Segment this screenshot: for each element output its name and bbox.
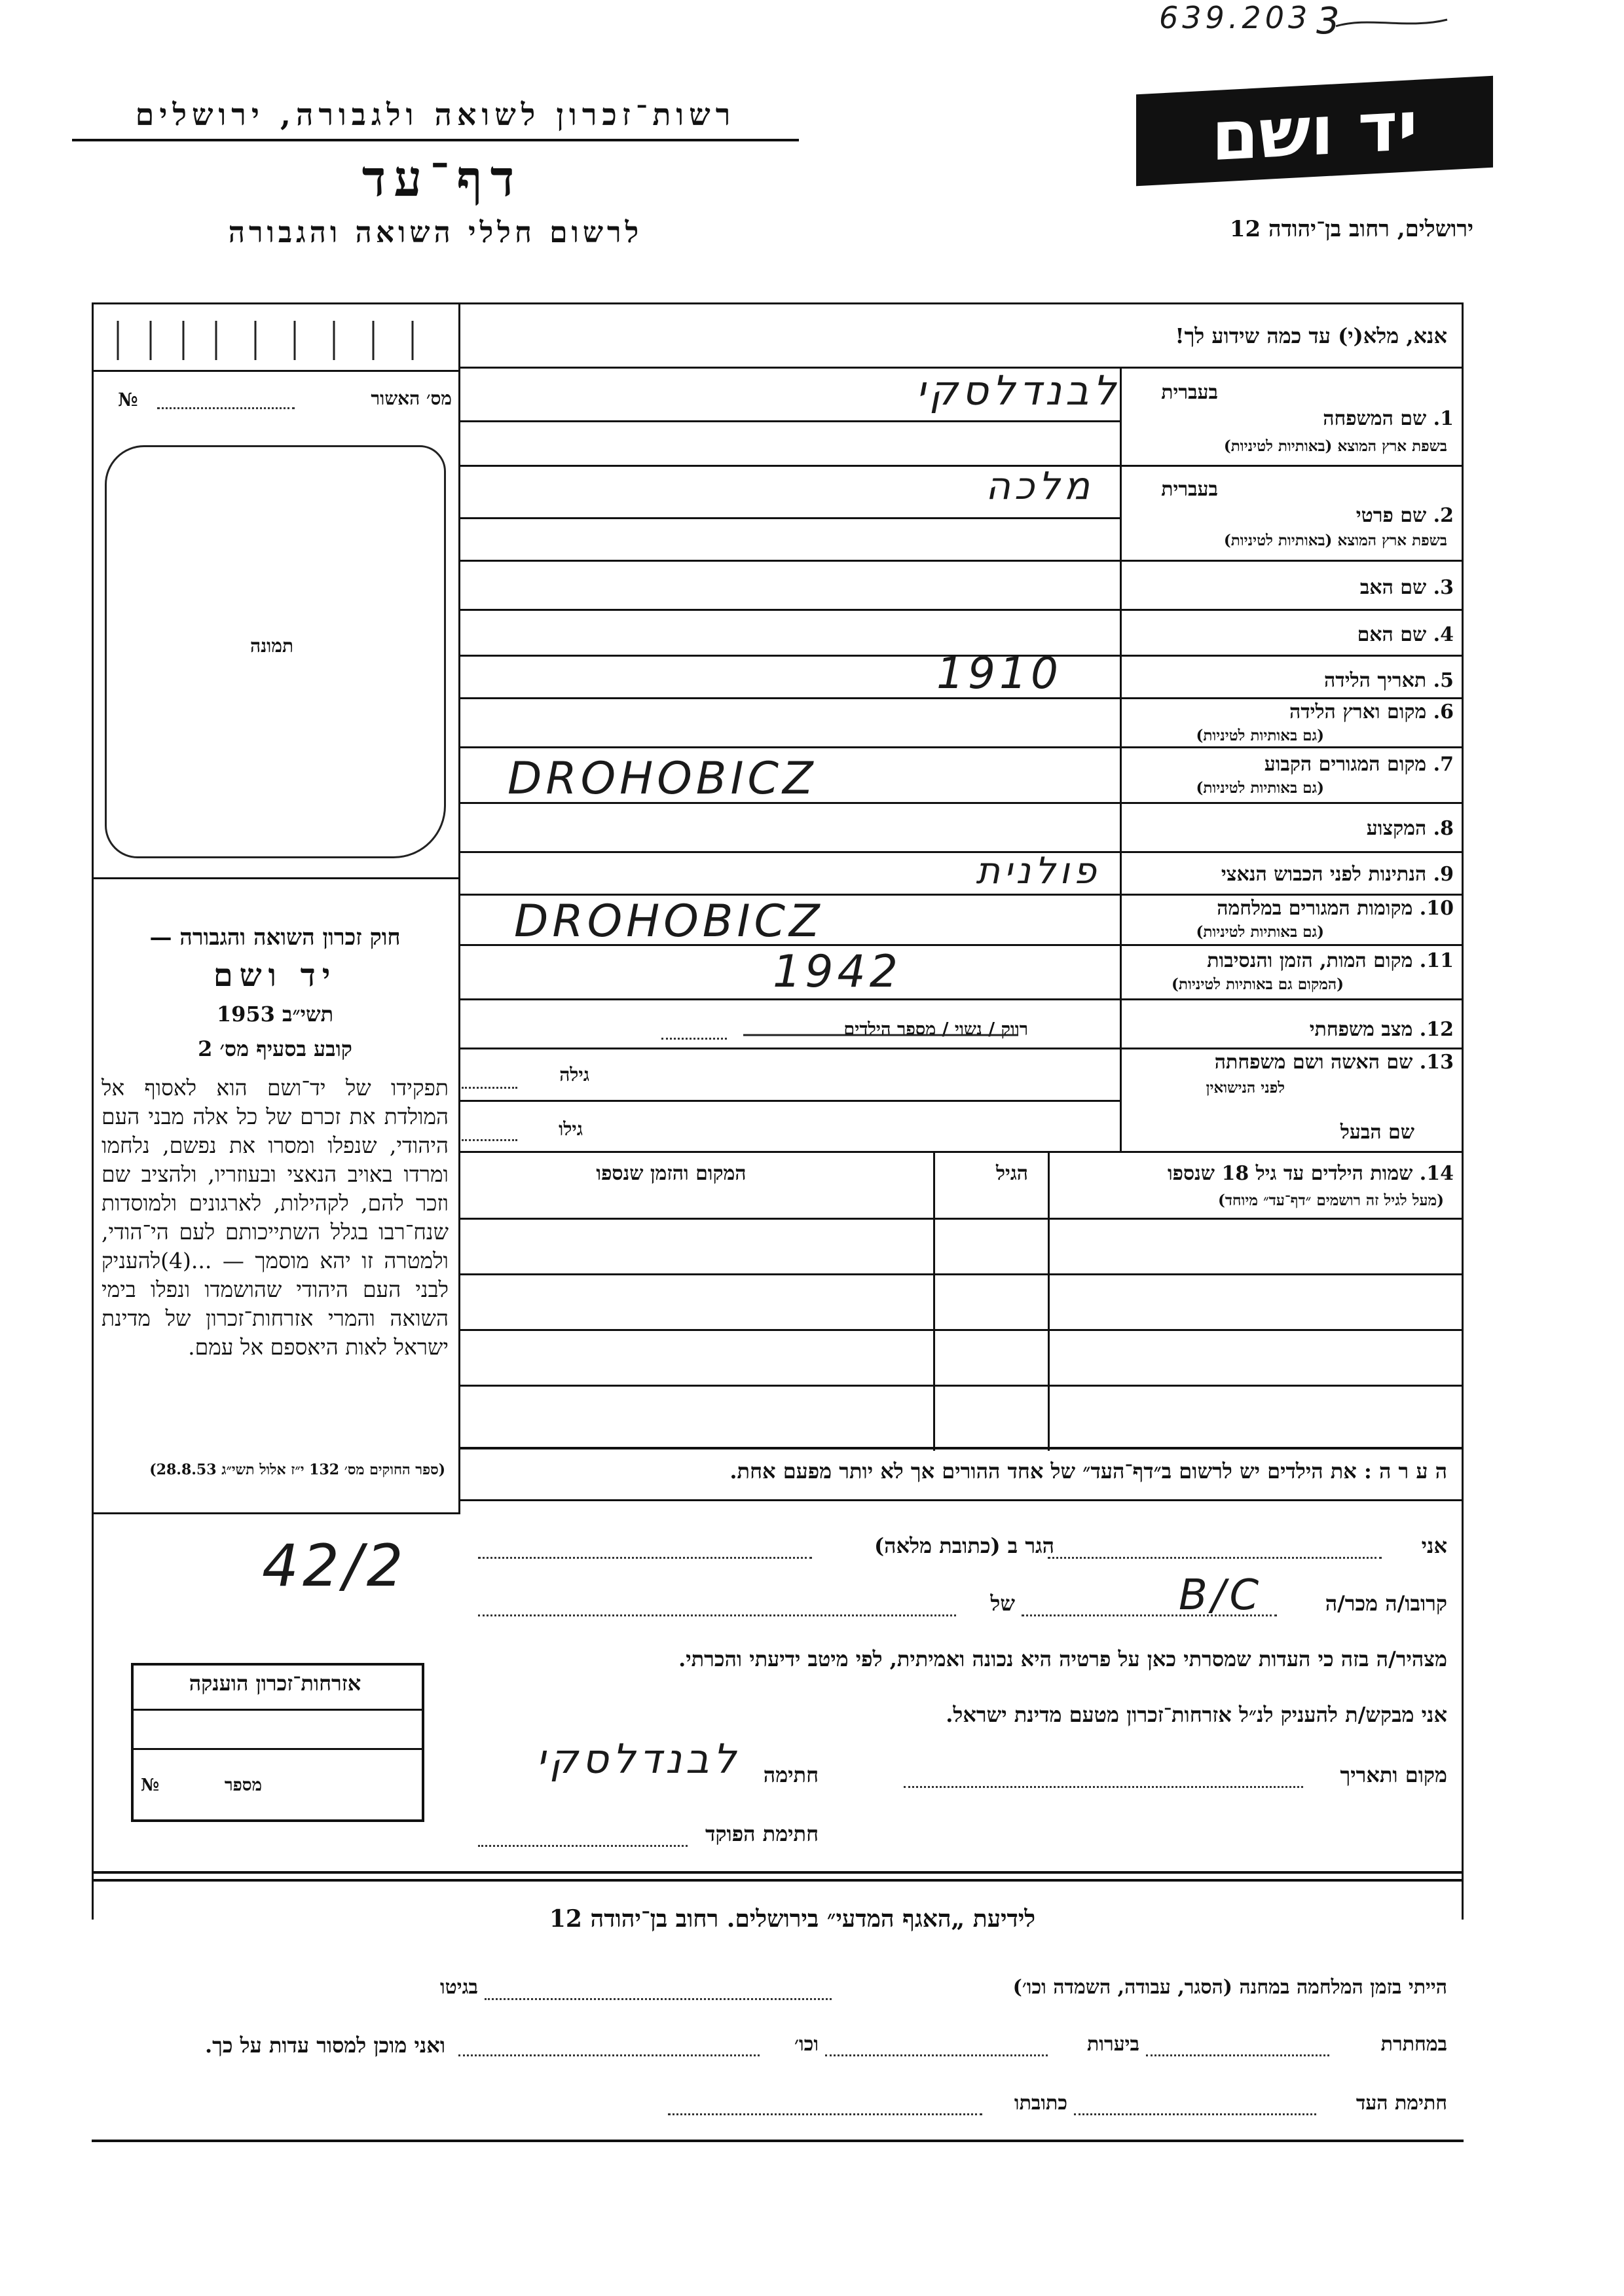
sidebar-divider [458, 302, 460, 1514]
f9-value[interactable]: פולנית [976, 850, 1100, 892]
decl-residing: הגר ב (כתובת מלאה) [874, 1533, 1054, 1558]
f1-label: 1. שם המשפחה [1323, 407, 1454, 430]
decl-relative: קרובו/ה מכר/ה [1325, 1591, 1447, 1616]
f2-label-text: שם פרטי [1356, 504, 1427, 527]
f2-line-a [458, 517, 1121, 519]
f7-sub: (גם באותיות לטיניות) [1196, 779, 1324, 797]
bottom-line3b-dots [668, 2113, 982, 2115]
strike-mark [1329, 0, 1460, 46]
f12-line [458, 1048, 1464, 1049]
husband-age: גילו [559, 1118, 583, 1140]
decl-of: של [990, 1591, 1015, 1616]
f1-label-text: שם המשפחה [1323, 407, 1427, 430]
bottom-line1b: בגיטו [439, 1976, 478, 1999]
bottom-line3a: חתימת העד [1356, 2092, 1447, 2115]
f7-label: 7. מקום המגורים הקבוע [1264, 753, 1454, 776]
bottom-line2b-dots [825, 2054, 1048, 2056]
address: ירושלים, רחוב בן־יהודה 12 [1229, 216, 1473, 242]
bottom-line1-dots [485, 1998, 832, 2000]
law-year: תשי״ב 1953 [216, 1002, 334, 1027]
logo-text: יד ושם [1211, 85, 1418, 177]
margin-note: 42/2 [262, 1532, 407, 1599]
f6-line [458, 746, 1464, 748]
f9-label-text: הנתינות לפני הכבוש הנאצי [1221, 863, 1427, 886]
f7-label-text: מקום המגורים הקבוע [1264, 753, 1427, 776]
yad-vashem-logo [1136, 76, 1493, 187]
approval-label: מס׳ האשור [371, 388, 452, 409]
instruction: אנא, מלא(י) עד כמה שידוע לך! [1175, 323, 1447, 348]
f10-label-text: מקומות המגורים במלחמה [1217, 897, 1413, 920]
bottom-line3a-dots [1074, 2113, 1316, 2115]
frame-top [92, 302, 1464, 304]
f12-label-text: מצב משפחתי [1309, 1018, 1413, 1041]
f11-label-text: מקום המות, הזמן והנסיבות [1207, 949, 1413, 972]
relative-value[interactable]: B/C [1179, 1571, 1263, 1620]
bottom-line2a-dots [1146, 2054, 1329, 2056]
children-row-2 [458, 1329, 1464, 1331]
f11-line [458, 998, 1464, 1000]
f10-value[interactable]: DROHOBICZ [514, 896, 824, 947]
decl-of-dots [478, 1614, 956, 1616]
husband-line [458, 1151, 1464, 1153]
bottom-line2d: ואני מוכן למסור עדות על כך. [204, 2033, 445, 2058]
f13-age: גילה [559, 1064, 589, 1085]
f1-value[interactable]: לבנדלסקי [915, 367, 1120, 414]
citizenship-num-mark: № [141, 1776, 160, 1795]
f2-sub: בשפת ארץ המוצא (באותיות לטיניות) [1223, 532, 1447, 549]
form-title: דף־עד [361, 149, 523, 208]
f12-dots [661, 1038, 727, 1040]
citizenship-title: אזרחות־זכרון הוענקה [189, 1671, 361, 1696]
f3-label-text: שם האב [1359, 576, 1427, 599]
children-row-4 [458, 1447, 1464, 1449]
signature-value[interactable]: לבנדלסקי [536, 1735, 740, 1783]
f9-label: 9. הנתינות לפני הכבוש הנאצי [1221, 863, 1454, 886]
bottom-line3b: כתובתו [1014, 2092, 1067, 2115]
f2-line-b [458, 560, 1464, 562]
f1-sub: בשפת ארץ המוצא (באותיות לטיניות) [1223, 437, 1447, 455]
f14-sub: (מעל לגיל זה רושמים ״דף־עד״ מיוחד) [1217, 1192, 1444, 1209]
bottom-line2b: ביערות [1086, 2033, 1139, 2056]
citizenship-rule-2 [131, 1748, 422, 1750]
photo-label: תמונה [249, 635, 294, 657]
children-header-rule [458, 1218, 1464, 1220]
f1-line-a [458, 420, 1121, 422]
frame-left [92, 302, 94, 1920]
bottom-line2a: במחתרת [1380, 2033, 1447, 2056]
f2-label: 2. שם פרטי [1356, 504, 1454, 527]
decl-place-date-dots [904, 1786, 1303, 1788]
husband-age-dots [462, 1139, 517, 1141]
authority-underline [72, 139, 799, 141]
field-divider [1120, 367, 1122, 1152]
sidebar-bottom [92, 1512, 460, 1514]
col-age: הגיל [995, 1162, 1028, 1185]
f8-label: 8. המקצוע [1366, 817, 1454, 840]
f13-age-dots [462, 1087, 517, 1089]
f11-sub: (המקום גם באותיות לטיניות) [1172, 975, 1344, 993]
form-subtitle: לרשום חללי השואה והגבורה [228, 216, 643, 249]
f12-label: 12. מצב משפחתי [1309, 1018, 1454, 1041]
archive-mark: 639.203 [1159, 0, 1312, 35]
children-row-1 [458, 1273, 1464, 1275]
f4-label: 4. שם האם [1357, 623, 1454, 646]
frame-bottom [92, 2140, 1464, 2142]
f10-label: 10. מקומות המגורים במלחמה [1217, 897, 1454, 920]
f13-label-text: שם האשה ושם משפחתה [1214, 1051, 1413, 1074]
note-rule [458, 1499, 1464, 1501]
children-col-1 [1048, 1151, 1050, 1451]
official-signature: חתימת הפוקד [705, 1821, 819, 1846]
f6-label-text: מקום וארץ הלידה [1289, 701, 1427, 723]
bottom-line1a: הייתי בזמן המלחמה במחנה (הסגר, עבודה, השמדה וכו׳) [1012, 1976, 1447, 1999]
f2-in-hebrew: בעברית [1161, 478, 1218, 501]
bottom-line2c-dots [458, 2054, 760, 2056]
bottom-separator-2 [92, 1879, 1464, 1882]
decl-request: אני מבקש/ת להעניק לנ״ל אזרחות־זכרון מטעם מדינת ישראל. [946, 1702, 1447, 1727]
sidebar-top-rule [92, 370, 460, 372]
authority-name: רשות־זכרון לשואה ולגבורה, ירושלים [135, 97, 736, 132]
f6-sub: (גם באותיות לטיניות) [1196, 727, 1324, 744]
f13-label: 13. שם האשה ושם משפחתה [1214, 1051, 1454, 1074]
col-place: המקום והזמן שנספו [596, 1162, 747, 1185]
approval-no-label: № [118, 389, 138, 410]
law-title: חוק זכרון השואה והגבורה — [149, 924, 401, 951]
f5-label: 5. תאריך הלידה [1324, 669, 1454, 692]
f1-in-hebrew: בעברית [1161, 381, 1218, 404]
f14-label: 14. שמות הילדים עד גיל 18 שנספו [1167, 1162, 1454, 1185]
bottom-title: לידיעת „האגף המדעי״ בירושלים. רחוב בן־יהודה 12 [549, 1905, 1036, 1933]
frame-right [1462, 302, 1464, 1920]
children-note: ה ע ר ה : את הילדים יש לרשום ב״דף־העד״ של אחד ההורים אך לא יותר מפעם אחת. [729, 1459, 1447, 1484]
husband-label: שם הבעל [1340, 1121, 1414, 1144]
photo-rule [92, 877, 460, 879]
law-body: תפקידו של יד־ושם הוא לאסוף אל המולדת את זכרם של כל אלה מבני העם היהודי, שנפלו ומסרו את נפשם, נלחמו ומרדו באויב הנאצי ובעוזריו, ולהציב שם וזכר להם, לקהילות, לארגונים ולמוסדות שנח־רבו בגלל השתייכותם לעם הי־הודי, ולמטרה זו יהא מוסמך — ...(4)להעניק לבני העם היהודי שהושמדו ונפלו בימי השואה והמרי אזרחות־זכרון של מדינת ישראל לאות היאספם אל עמם. [101, 1075, 449, 1360]
bottom-line2c: וכו׳ [794, 2033, 819, 2056]
f3-line [458, 609, 1464, 611]
f10-sub: (גם באותיות לטיניות) [1196, 923, 1324, 941]
f3-label: 3. שם האב [1359, 576, 1454, 599]
f2-value[interactable]: מלכה [986, 464, 1094, 508]
f8-line [458, 851, 1464, 853]
archive-mark-2: 3 [1316, 0, 1344, 43]
citizenship-number: מספר [224, 1776, 262, 1795]
f8-label-text: המקצוע [1366, 817, 1427, 840]
f7-value[interactable]: DROHOBICZ [507, 753, 817, 805]
bottom-separator-1 [92, 1871, 1464, 1874]
decl-statement: מצהיר/ה בזה כי העדות שמסרתי כאן על פרטיה היא נכונה ואמיתית, לפי מיטב ידיעתי והכרתי. [678, 1647, 1447, 1671]
children-col-2 [933, 1151, 935, 1451]
f13-sub: לפני הנישואין [1206, 1079, 1285, 1097]
f4-label-text: שם האם [1357, 623, 1427, 646]
decl-i: אני [1421, 1533, 1447, 1558]
law-clause: קובע בסעיף מס׳ 2 [198, 1036, 352, 1061]
f5-value[interactable]: 1910 [936, 648, 1062, 699]
f13-line [458, 1100, 1121, 1102]
decl-place-date: מקום ותאריך [1340, 1762, 1447, 1787]
citizenship-rule-1 [131, 1709, 422, 1711]
f6-label: 6. מקום וארץ הלידה [1289, 701, 1454, 723]
f11-value[interactable]: 1942 [773, 946, 902, 998]
f12-strike [740, 1025, 1022, 1044]
decl-signature: חתימה [763, 1762, 819, 1787]
law-source: (ספר החוקים מס׳ 132 י״ז אלול תשי״ג 28.8.53) [149, 1461, 445, 1478]
f14-label-text: שמות הילדים עד גיל 18 שנספו [1167, 1162, 1413, 1185]
tick-marks [98, 314, 458, 373]
approval-dots [157, 407, 295, 409]
decl-residing-dots [478, 1557, 812, 1559]
children-row-3 [458, 1385, 1464, 1387]
law-name: יד ושם [213, 957, 337, 994]
f5-label-text: תאריך הלידה [1324, 669, 1427, 692]
decl-i-dots [1048, 1557, 1382, 1559]
f12-options[interactable]: רווק / נשוי / מספר הילדים [843, 1019, 1028, 1040]
f11-label: 11. מקום המות, הזמן והנסיבות [1207, 949, 1454, 972]
official-signature-dots [478, 1845, 688, 1847]
